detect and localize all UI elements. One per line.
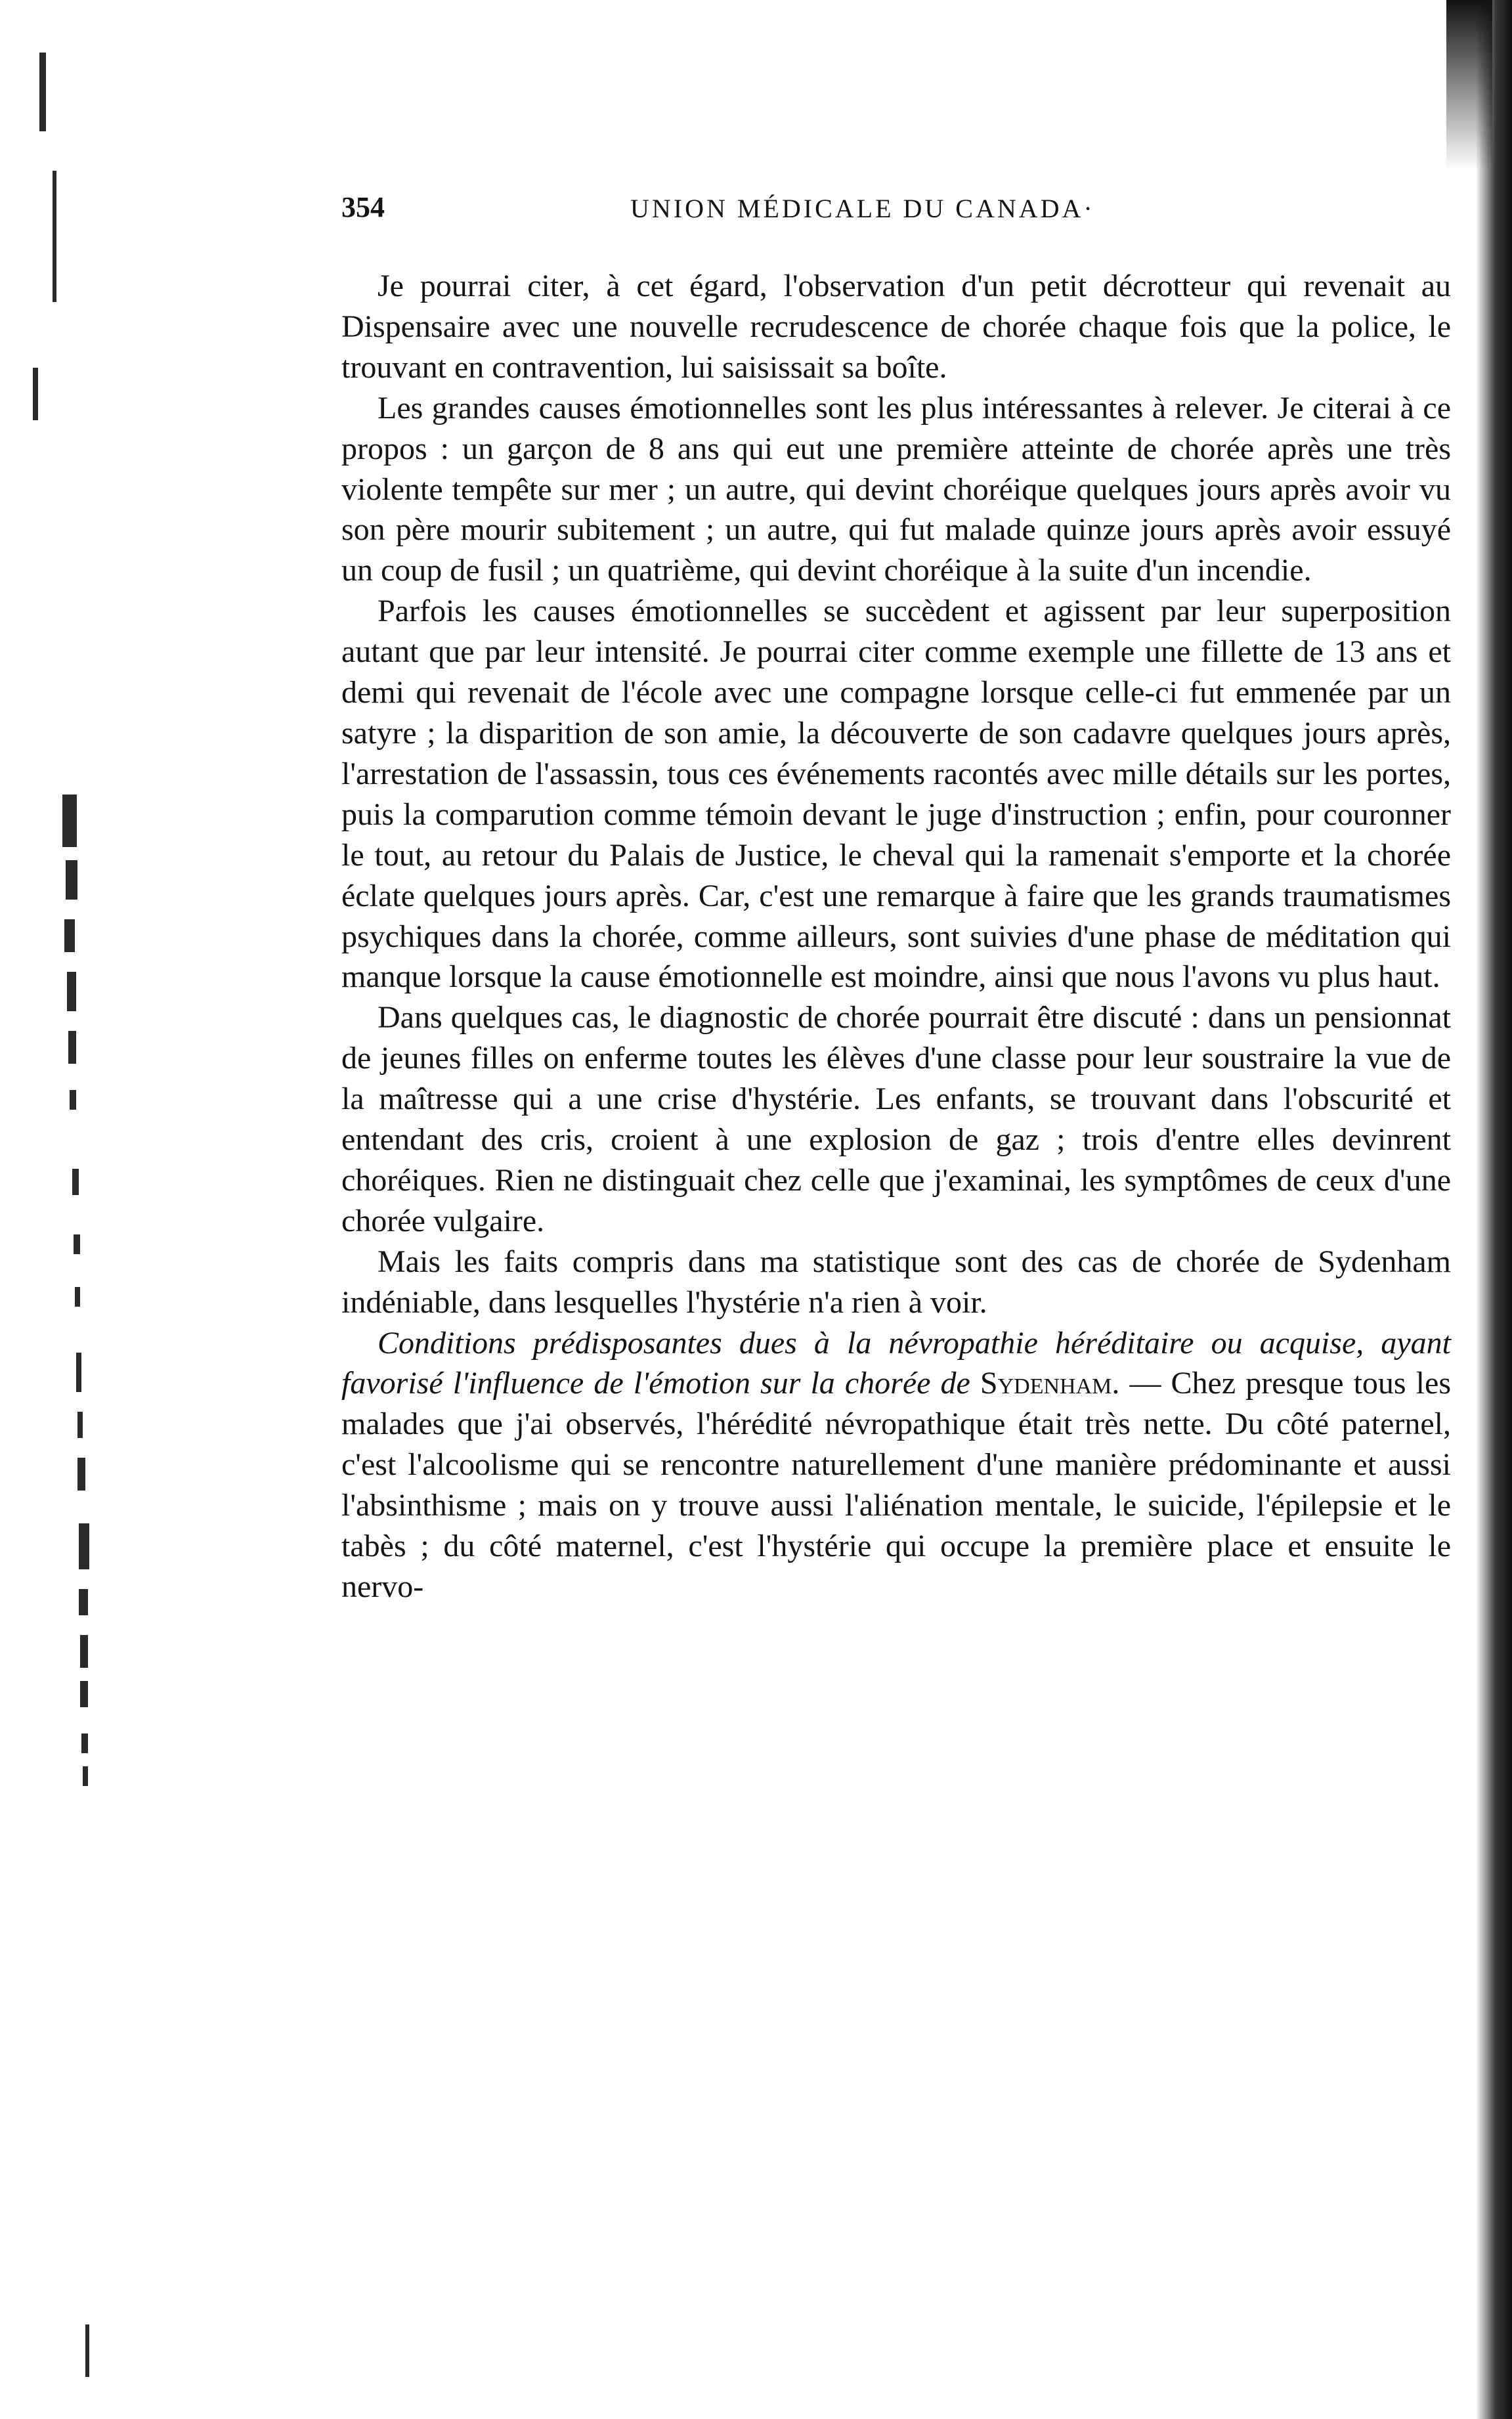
paragraph: Je pourrai citer, à cet égard, l'observation d'un petit décrotteur qui revenait au Dispensaire avec une nouvelle recrudescence de chorée chaque fois que la police, le trouvant en contravention, lui saisissait sa boîte. (341, 269, 1451, 385)
author-name-smallcaps: Sydenham. (980, 1366, 1120, 1401)
paragraph-continuation: — Chez presque tous les malades que j'ai observés, l'hérédité névropathique était très nette. Du côté paternel, c'est l'alcoolisme qui se rencontre naturellement d'une manière prédominante et aussi l'absinthisme ; mais on y trouve aussi l'aliénation mentale, le suicide, l'épilepsie et le tabès ; du côté maternel, c'est l'hystérie qui occupe la première place et ensuite le nervo- (341, 1366, 1452, 1604)
scan-shadow-right (1476, 0, 1512, 2419)
body-text (341, 266, 1451, 1607)
paragraph-conditions (341, 1323, 1451, 1607)
running-head: UNION MÉDICALE DU CANADA· (630, 194, 1095, 223)
page-header (341, 190, 1451, 243)
paragraph: Les grandes causes émotionnelles sont les plus intéressantes à relever. Je citerai à ce propos : un garçon de 8 ans qui eut une première atteinte de chorée après une très violente tempête sur mer ; un autre, qui devint choréique quelques jours après avoir vu son père mourir subitement ; un autre, qui fut malade quinze jours après avoir essuyé un coup de fusil ; un quatrième, qui devint choréique à la suite d'un incendie. (341, 390, 1451, 588)
paragraph: Mais les faits compris dans ma statistique sont des cas de chorée de Sydenham indéniable, dans lesquelles l'hystérie n'a rien à voir. (341, 1244, 1451, 1320)
page-number: 354 (341, 191, 385, 223)
paragraph: Parfois les causes émotionnelles se succèdent et agissent par leur superposition autant que par leur intensité. Je pourrai citer comme exemple une fillette de 13 ans et demi qui revenait de l'école avec une compagne lorsque celle-ci fut emmenée par un satyre ; la disparition de son amie, la découverte de son cadavre quelques jours après, l'arrestation de l'assassin, tous ces événements racontés avec mille détails sur les portes, puis la comparution comme témoin devant le juge d'instruction ; enfin, pour couronner le tout, au retour du Palais de Justice, le cheval qui la ramenait s'emporte et la chorée éclate quelques jours après. Car, c'est une remarque à faire que les grands traumatismes psychiques dans la chorée, comme ailleurs, sont suivies d'une phase de méditation qui manque lorsque la cause émotionnelle est moindre, ainsi que nous l'avons vu plus haut. (341, 594, 1451, 995)
section-heading-italic: Conditions prédisposantes dues à la névropathie héréditaire ou acquise, ayant favorisé l'influence de l'émotion sur la chorée de (341, 1325, 1451, 1401)
binding-edge-marks (0, 39, 115, 2377)
paragraph: Dans quelques cas, le diagnostic de chorée pourrait être discuté : dans un pensionnat de jeunes filles on enferme toutes les élèves d'une classe pour leur soustraire la vue de la maîtresse qui a une crise d'hystérie. Les enfants, se trouvant dans l'obscurité et entendant des cris, croient à une explosion de gaz ; trois d'entre elles devinrent choréiques. Rien ne distinguait chez celle que j'examinai, les symptômes de ceux d'une chorée vulgaire. (341, 1000, 1451, 1238)
